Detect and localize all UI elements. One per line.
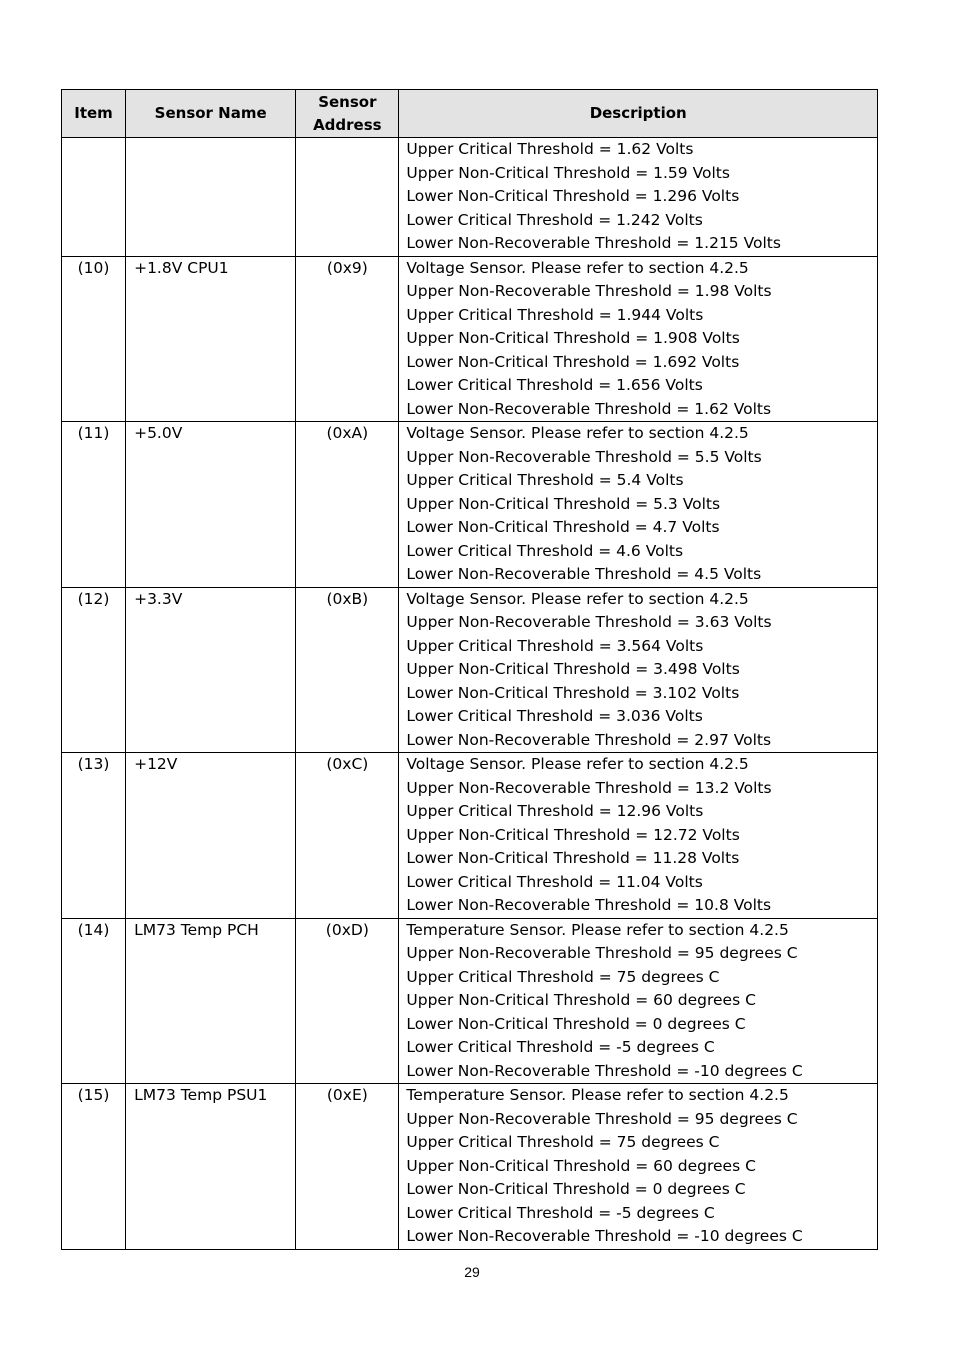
description-line: Lower Non-Recoverable Threshold = 4.5 Volts — [406, 565, 762, 583]
description-line: Upper Non-Recoverable Threshold = 95 degrees C — [406, 1109, 798, 1128]
table-row — [62, 918, 878, 1084]
table-body — [62, 138, 878, 1250]
description-line: Upper Critical Threshold = 1.62 Volts — [406, 140, 694, 158]
cell-sensor-address: (0xA) — [296, 422, 399, 588]
table-header — [62, 90, 878, 138]
description-line: Upper Non-Critical Threshold = 3.498 Volts — [406, 660, 740, 678]
cell-sensor-address: (0xD) — [296, 918, 399, 1084]
cell-description — [399, 256, 878, 422]
cell-sensor-address: (0xE) — [296, 1084, 399, 1250]
header-sensor-name: Sensor Name — [126, 90, 296, 138]
cell-sensor-name — [126, 138, 296, 257]
description-line: Lower Critical Threshold = 3.036 Volts — [406, 707, 703, 725]
description-line: Upper Critical Threshold = 5.4 Volts — [406, 471, 684, 489]
description-line: Lower Non-Critical Threshold = 4.7 Volts — [406, 518, 720, 536]
cell-description — [399, 422, 878, 588]
cell-item: (14) — [62, 918, 126, 1084]
header-item: Item — [62, 90, 126, 138]
description-line: Upper Non-Recoverable Threshold = 5.5 Volts — [406, 447, 762, 466]
sensor-table — [61, 89, 878, 1250]
table-row — [62, 587, 878, 753]
cell-sensor-name: +1.8V CPU1 — [126, 256, 296, 422]
cell-sensor-address: (0xB) — [296, 587, 399, 753]
description-line: Lower Non-Recoverable Threshold = 1.62 Volts — [406, 399, 772, 418]
header-description: Description — [399, 90, 878, 138]
cell-item: (15) — [62, 1084, 126, 1250]
description-line: Upper Non-Recoverable Threshold = 1.98 Volts — [406, 282, 772, 300]
cell-description — [399, 1084, 878, 1250]
description-line: Voltage Sensor. Please refer to section 4.2.5 — [406, 755, 749, 773]
description-line: Voltage Sensor. Please refer to section 4.2.5 — [406, 424, 749, 442]
description-line: Lower Critical Threshold = 4.6 Volts — [406, 541, 684, 560]
description-line: Lower Non-Critical Threshold = 0 degrees C — [406, 1014, 746, 1033]
description-line: Upper Critical Threshold = 12.96 Volts — [406, 802, 704, 820]
cell-item: (10) — [62, 256, 126, 422]
cell-sensor-name: +12V — [126, 753, 296, 919]
description-line: Upper Non-Recoverable Threshold = 3.63 Volts — [406, 613, 772, 631]
table-row — [62, 256, 878, 422]
description-line: Upper Critical Threshold = 3.564 Volts — [406, 636, 704, 655]
description-line: Upper Non-Critical Threshold = 1.908 Volts — [406, 329, 740, 347]
cell-sensor-name: LM73 Temp PCH — [126, 918, 296, 1084]
description-line: Upper Critical Threshold = 1.944 Volts — [406, 305, 704, 324]
description-line: Voltage Sensor. Please refer to section 4.2.5 — [406, 258, 749, 277]
header-sensor-address — [296, 90, 399, 138]
header-sensor-address-line1: Sensor — [318, 92, 377, 111]
description-line: Temperature Sensor. Please refer to section 4.2.5 — [406, 920, 789, 939]
description-line: Upper Non-Critical Threshold = 12.72 Volts — [406, 825, 740, 844]
cell-description — [399, 587, 878, 753]
cell-sensor-address: (0x9) — [296, 256, 399, 422]
header-row — [62, 90, 878, 138]
description-line: Upper Non-Critical Threshold = 60 degrees C — [406, 1156, 756, 1175]
cell-item: (12) — [62, 587, 126, 753]
description-line: Lower Non-Critical Threshold = 1.296 Volts — [406, 187, 740, 205]
cell-item — [62, 138, 126, 257]
description-line: Temperature Sensor. Please refer to section 4.2.5 — [406, 1086, 789, 1104]
cell-sensor-address — [296, 138, 399, 257]
cell-item: (13) — [62, 753, 126, 919]
cell-sensor-name: +5.0V — [126, 422, 296, 588]
cell-sensor-name: LM73 Temp PSU1 — [126, 1084, 296, 1250]
cell-sensor-address: (0xC) — [296, 753, 399, 919]
description-line: Lower Non-Recoverable Threshold = -10 degrees C — [406, 1061, 803, 1080]
description-line: Upper Critical Threshold = 75 degrees C — [406, 1133, 720, 1151]
header-sensor-address-line2: Address — [313, 115, 382, 134]
description-line: Upper Critical Threshold = 75 degrees C — [406, 967, 720, 986]
description-line: Voltage Sensor. Please refer to section 4.2.5 — [406, 589, 749, 608]
description-line: Lower Critical Threshold = -5 degrees C — [406, 1038, 715, 1056]
description-line: Lower Non-Recoverable Threshold = 1.215 Volts — [406, 234, 781, 252]
description-line: Upper Non-Critical Threshold = 60 degrees C — [406, 991, 756, 1009]
cell-description — [399, 753, 878, 919]
description-line: Upper Non-Recoverable Threshold = 13.2 Volts — [406, 778, 772, 797]
cell-description — [399, 138, 878, 257]
description-line: Lower Non-Recoverable Threshold = 2.97 Volts — [406, 730, 772, 749]
description-line: Lower Non-Critical Threshold = 3.102 Volts — [406, 683, 740, 702]
description-line: Upper Non-Recoverable Threshold = 95 degrees C — [406, 944, 798, 962]
table-row — [62, 1084, 878, 1250]
table-row — [62, 422, 878, 588]
description-line: Lower Non-Recoverable Threshold = 10.8 Volts — [406, 896, 772, 914]
cell-sensor-name: +3.3V — [126, 587, 296, 753]
description-line: Upper Non-Critical Threshold = 5.3 Volts — [406, 494, 721, 513]
description-line: Upper Non-Critical Threshold = 1.59 Volts — [406, 163, 730, 182]
description-line: Lower Critical Threshold = 1.242 Volts — [406, 210, 703, 229]
description-line: Lower Critical Threshold = 11.04 Volts — [406, 872, 703, 891]
description-line: Lower Non-Recoverable Threshold = -10 degrees C — [406, 1227, 803, 1245]
cell-description — [399, 918, 878, 1084]
cell-item: (11) — [62, 422, 126, 588]
table-row — [62, 753, 878, 919]
description-line: Lower Critical Threshold = 1.656 Volts — [406, 376, 703, 394]
description-line: Lower Critical Threshold = -5 degrees C — [406, 1203, 715, 1222]
description-line: Lower Non-Critical Threshold = 0 degrees C — [406, 1180, 746, 1198]
table-row — [62, 138, 878, 257]
description-line: Lower Non-Critical Threshold = 1.692 Volts — [406, 352, 740, 371]
page-number: 29 — [464, 1264, 480, 1280]
description-line: Lower Non-Critical Threshold = 11.28 Volts — [406, 849, 740, 867]
